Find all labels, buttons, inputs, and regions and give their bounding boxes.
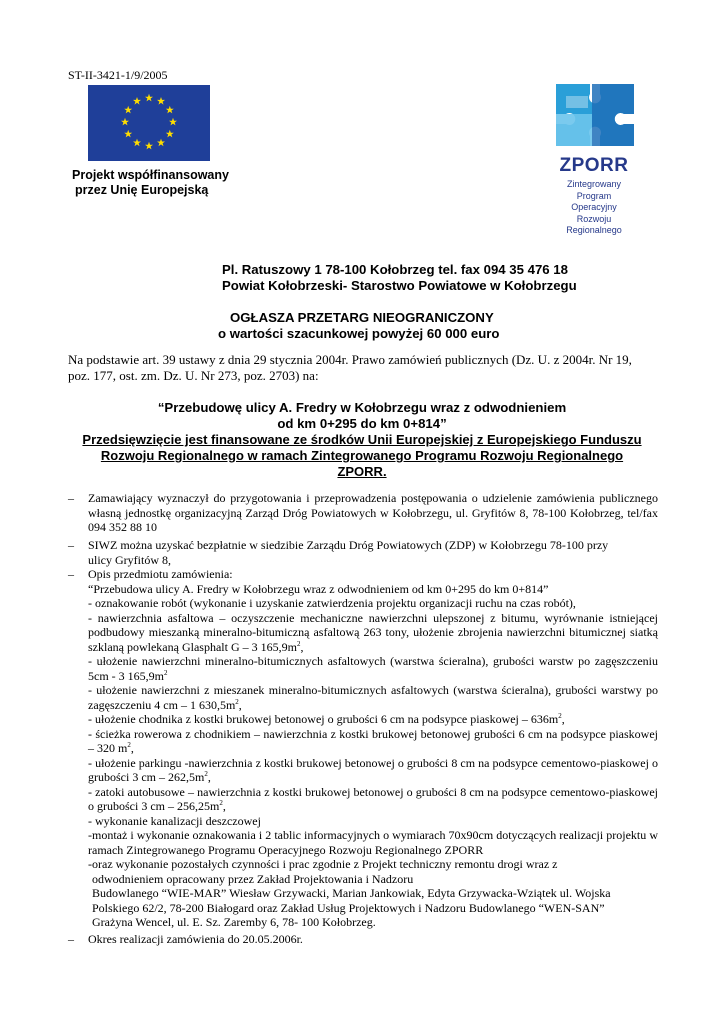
- scope-line-text: - ścieżka rowerowa z chodnikiem – nawierzchnia z kostki brukowej betonowej grubości 6 cm na podsypce piaskowej – 320 m: [88, 726, 658, 755]
- list-item-deadline: [68, 932, 658, 947]
- scope-line-text: - ułożenie nawierzchni z mieszanek mineralno-bitumicznych asfaltowych (warstwa ścieralna), grubości warstwy po zagęszczeniu 4 cm – 1 630,5m: [88, 683, 658, 712]
- funding-line-3: ZPORR.: [337, 464, 387, 479]
- zporr-subtitle-line: Rozwoju: [576, 213, 612, 224]
- funding-line-1: Przedsięwzięcie jest finansowane ze środków Unii Europejskiej z Europejskiego Funduszu: [82, 432, 642, 447]
- project-title: [68, 400, 656, 432]
- zporr-subtitle-line: Zintegrowany: [566, 179, 622, 189]
- scope-line: -montaż i wykonanie oznakowania i 2 tablic informacyjnych o wymiarach 70x90cm dotyczących realizacji projektu w ramach Zintegrowanego Programu Operacyjnego Rozwoju Regionalnego ZPORR: [88, 828, 658, 857]
- list-item-siwz: [68, 538, 658, 567]
- cofinanced-caption: [72, 168, 229, 198]
- tender-notice-heading: [218, 310, 499, 342]
- zporr-subtitle-line: Operacyjny: [571, 202, 617, 212]
- notice-line-2: o wartości szacunkowej powyżej 60 000 euro: [218, 326, 500, 341]
- project-title-line-2: od km 0+295 do km 0+814”: [277, 416, 447, 431]
- scope-line-comma: ,: [561, 712, 565, 726]
- scope-line-comma: ,: [222, 799, 226, 813]
- project-title-line-1: “Przebudowę ulicy A. Fredry w Kołobrzegu wraz z odwodnieniem: [157, 400, 567, 415]
- scope-line-text: - zatoki autobusowe – nawierzchnia z kostki brukowej betonowej o grubości 8 cm na podsypce cementowo-piaskowej o grubości 3 cm – 256,25m: [88, 784, 658, 813]
- list-item-text: Okres realizacji zamówienia do 20.05.2006r.: [88, 932, 303, 946]
- bullet: –: [68, 567, 74, 581]
- scope-line: -oraz wykonanie pozostałych czynności i prac zgodnie z Projekt techniczny remontu drogi wraz z: [88, 857, 558, 871]
- zporr-subtitle: [536, 179, 652, 237]
- scope-line: odwodnieniem opracowany przez Zakład Projektowania i Nadzoru: [92, 871, 414, 886]
- cofinanced-line-1: Projekt współfinansowany: [72, 168, 229, 182]
- funding-statement: [68, 432, 656, 480]
- scope-line: [88, 683, 658, 712]
- scope-line: [88, 712, 658, 727]
- legal-basis: Na podstawie art. 39 ustawy z dnia 29 stycznia 2004r. Prawo zamówień publicznych (Dz. U. z 2004r. Nr 19, poz. 177, ost. zm. Dz. U. Nr 273, poz. 2703) na:: [68, 352, 632, 383]
- scope-line: - wykonanie kanalizacji deszczowej: [88, 813, 261, 828]
- list-item-scope: [68, 567, 658, 930]
- zporr-logo: [536, 76, 652, 242]
- superscript: 2: [164, 668, 168, 677]
- superscript: 2: [296, 639, 301, 648]
- list-item-text: Zamawiający wyznaczył do przygotowania i przeprowadzenia postępowania o udzielenie zamówienia publicznego własną jednostkę organizacyjną Zarząd Dróg Powiatowych w Kołobrzegu, ul. Gryfitów 8, 78-100 Kołobrzeg, tel/fax 094 352 88 10: [88, 491, 658, 534]
- scope-line-comma: ,: [300, 639, 304, 654]
- superscript: 2: [127, 741, 131, 749]
- reference-number: ST-II-3421-1/9/2005: [68, 68, 168, 82]
- scope-line: Budowlanego “WIE-MAR” Wiesław Grzywacki, Marian Jankowiak, Edyta Grzywacka-Wziątek ul. Wojska: [92, 886, 611, 900]
- superscript: 2: [235, 697, 239, 706]
- cofinanced-line-2: przez Unię Europejską: [75, 183, 209, 197]
- scope-line: [88, 611, 658, 655]
- scope-line-comma: ,: [238, 697, 242, 712]
- bullet: –: [68, 491, 74, 505]
- scope-line-text: - ułożenie parkingu -nawierzchnia z kostki brukowej betonowej o grubości 8 cm na podsypce cementowo-piaskowej o grubości 3 cm – 262,5m: [88, 755, 658, 784]
- zporr-subtitle-line: Regionalnego: [566, 225, 622, 235]
- funding-line-2: Rozwoju Regionalnego w ramach Zintegrowanego Programu Rozwoju Regionalnego: [100, 448, 624, 463]
- superscript: 2: [219, 799, 223, 807]
- scope-line: [88, 756, 658, 785]
- scope-line: [88, 654, 658, 683]
- scope-line: - oznakowanie robót (wykonanie i uzyskanie zatwierdzenia projektu organizacji ruchu na czas robót),: [88, 596, 576, 610]
- address-line-2: Powiat Kołobrzeski- Starostwo Powiatowe w Kołobrzegu: [222, 278, 577, 293]
- scope-subject: “Przebudowa ulicy A. Fredry w Kołobrzegu wraz z odwodnieniem od km 0+295 do km 0+814”: [88, 581, 549, 596]
- office-address: [222, 262, 577, 294]
- bullet: –: [68, 932, 74, 946]
- scope-line: Grażyna Wencel, ul. E. Sz. Zaremby 6, 78- 100 Kołobrzeg.: [92, 915, 376, 929]
- scope-line: [88, 785, 658, 814]
- notice-line-1: OGŁASZA PRZETARG NIEOGRANICZONY: [230, 310, 494, 325]
- address-line-1: Pl. Ratuszowy 1 78-100 Kołobrzeg tel. fax 094 35 476 18: [222, 262, 568, 277]
- bullet: –: [68, 538, 74, 552]
- scope-line-text: - ułożenie nawierzchni mineralno-bitumicznych asfaltowych (warstwa ścieralna), grubości warstw po zagęszczeniu 5cm - 3 165,9m: [88, 654, 658, 683]
- superscript: 2: [558, 712, 562, 720]
- eu-stars-icon: [88, 85, 210, 161]
- scope-line-comma: ,: [130, 741, 134, 755]
- zporr-subtitle-line: Program: [576, 190, 612, 201]
- scope-line-text: - ułożenie chodnika z kostki brukowej betonowej o grubości 6 cm na podsypce piaskowej – 636m: [88, 712, 559, 726]
- zporr-title: ZPORR: [559, 155, 629, 176]
- scope-line-text: - nawierzchnia asfaltowa – oczyszczenie mechaniczne nawierzchni ulepszonej z bitumu, wyrównanie istniejącej podbudowy mieszanką mineralno-bitumiczną asfaltową 263 tony, ułożenie zbrojenia nawierzchni bitumicznej siatką szklaną powlekaną Glasphalt G – 3 165,9m: [88, 610, 658, 654]
- scope-intro: Opis przedmiotu zamówienia:: [88, 567, 233, 581]
- puzzle-icon: [536, 76, 652, 152]
- scope-line-comma: ,: [207, 770, 211, 784]
- superscript: 2: [204, 770, 208, 778]
- scope-line: [88, 727, 658, 756]
- list-item-text: SIWZ można uzyskać bezpłatnie w siedzibie Zarządu Dróg Powiatowych (ZDP) w Kołobrzegu 78-100 przy: [88, 538, 609, 552]
- list-item-contracting-unit: [68, 491, 658, 535]
- eu-flag-logo: [88, 85, 210, 161]
- scope-line: Polskiego 62/2, 78-200 Białogard oraz Zakład Usług Projektowych i Nadzoru Budowlanego “WEN-SAN”: [92, 900, 605, 915]
- list-item-text: ulicy Gryfitów 8,: [88, 552, 171, 567]
